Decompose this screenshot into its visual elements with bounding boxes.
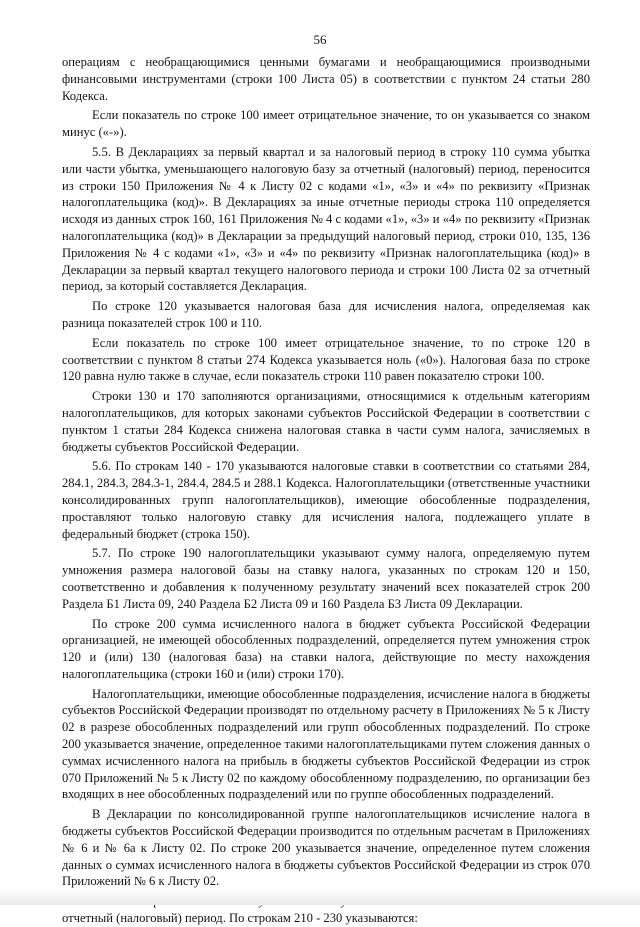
paragraph-separate-divisions: Налогоплательщики, имеющие обособленные подразделения, исчисление налога в бюджеты субъектов Российской Федерации производят по отдельному расчету в Приложениях № 5 к Листу 02 в разрезе обособленных подразделений или групп обособленных подразделений. По строке 200 указывается значение, определенное такими налогоплательщиками путем сложения данных о суммах исчисленного налога на прибыль в бюджеты субъектов Российской Федерации из строк 070 Приложений № 5 к Листу 02 по каждому обособленному подразделению, по организации без входящих в нее обособленных подразделений или по группе обособленных подразделений. <box>62 686 590 802</box>
paragraph-line-120-zero: Если показатель по строке 100 имеет отрицательное значение, то по строке 120 в соответствии с пунктом 8 статьи 274 Кодекса указывается ноль («0»). Налоговая база по строке 120 равна нулю также в случае, если показатель строки 110 равен показателю строки 100. <box>62 335 590 384</box>
paragraph-section-5-5: 5.5. В Декларациях за первый квартал и за налоговый период в строку 110 сумма убытка или части убытка, уменьшающего налоговую базу за отчетный (налоговый) период, переносится из строки 150 Приложения № 4 к Листу 02 с кодами «1», «3» и «4» по реквизиту «Признак налогоплательщика (код)». В Декларациях за иные отчетные периоды строка 110 определяется исходя из данных строк 160, 161 Приложения № 4 с кодами «1», «3» и «4» по реквизиту «Признак налогоплательщика (код)» в Декларации за предыдущий налоговый период, строки 010, 135, 136 Приложения № 4 с кодами «1», «3» и «4» по реквизиту «Признак налогоплательщика (код)» в Декларации за первый квартал текущего налогового периода и строки 100 Листа 02 за отчетный период, за который составляется Декларация. <box>62 144 590 294</box>
paragraph-line-120: По строке 120 указывается налоговая база для исчисления налога, определяемая как разница показателей строк 100 и 110. <box>62 299 590 330</box>
paragraph-negative-value-note: Если показатель по строке 100 имеет отрицательное значение, то он указывается со знаком минус («-»). <box>62 108 590 140</box>
paragraph-section-5-6: 5.6. По строкам 140 - 170 указываются налоговые ставки в соответствии со статьями 284, 284.1, 284.3, 284.3-1, 284.4, 284.5 и 288.1 Кодекса. Налогоплательщики (ответственные участники консолидированных групп налогоплательщиков), имеющие обособленные подразделения, проставляют только налоговую ставку для исчисления налога, подлежащего уплате в федеральный бюджет (строка 150). <box>62 459 590 541</box>
document-body <box>62 54 590 927</box>
paragraph-line-200: По строке 200 сумма исчисленного налога в бюджет субъекта Российской Федерации организацией, не имеющей обособленных подразделений, определяется путем умножения строк 120 и (или) 130 (налоговая база) на ставки налога, действующие по месту нахождения налогоплательщика (строки 160 и (или) строки 170). <box>62 616 590 681</box>
paragraph-section-5-8: отчетный (налоговый) период. По строкам 210 - 230 указываются: <box>62 911 418 926</box>
page-number: 56 <box>313 32 327 47</box>
paragraph-section-5-7: 5.7. По строке 190 налогоплательщики указывают сумму налога, определяемую путем умножения размера налоговой базы на ставку налога, указанных по строкам 120 и 150, соответственно и добавления к полученному результату значений всех показателей строк 200 Раздела Б1 Листа 09, 240 Раздела Б2 Листа 09 и 160 Раздела Б3 Листа 09 Декларации. <box>62 546 590 611</box>
paragraph-continuation: операциям с необращающимися ценными бумагами и необращающимися производными финансовыми инструментами (строки 100 Листа 05) в соответствии с пунктом 24 статьи 280 Кодекса. <box>62 55 590 103</box>
paragraph-consolidated-group: В Декларации по консолидированной группе налогоплательщиков исчисление налога в бюджеты субъектов Российской Федерации производится по отдельным расчетам в Приложениях № 6 и № 6а к Листу 02. По строке 200 указывается значение, определенное путем сложения данных о суммах исчисленного налога в бюджеты субъектов Российской Федерации из строк 070 Приложений № 6 к Листу 02. <box>62 807 590 889</box>
scan-bottom-edge <box>0 889 640 905</box>
paragraph-lines-130-170: Строки 130 и 170 заполняются организациями, относящимися к отдельным категориям налогоплательщиков, для которых законами субъектов Российской Федерации в соответствии с пунктом 1 статьи 284 Кодекса снижена налоговая ставка в части сумм налога, зачисляемых в бюджеты субъектов Российской Федерации. <box>62 389 590 454</box>
